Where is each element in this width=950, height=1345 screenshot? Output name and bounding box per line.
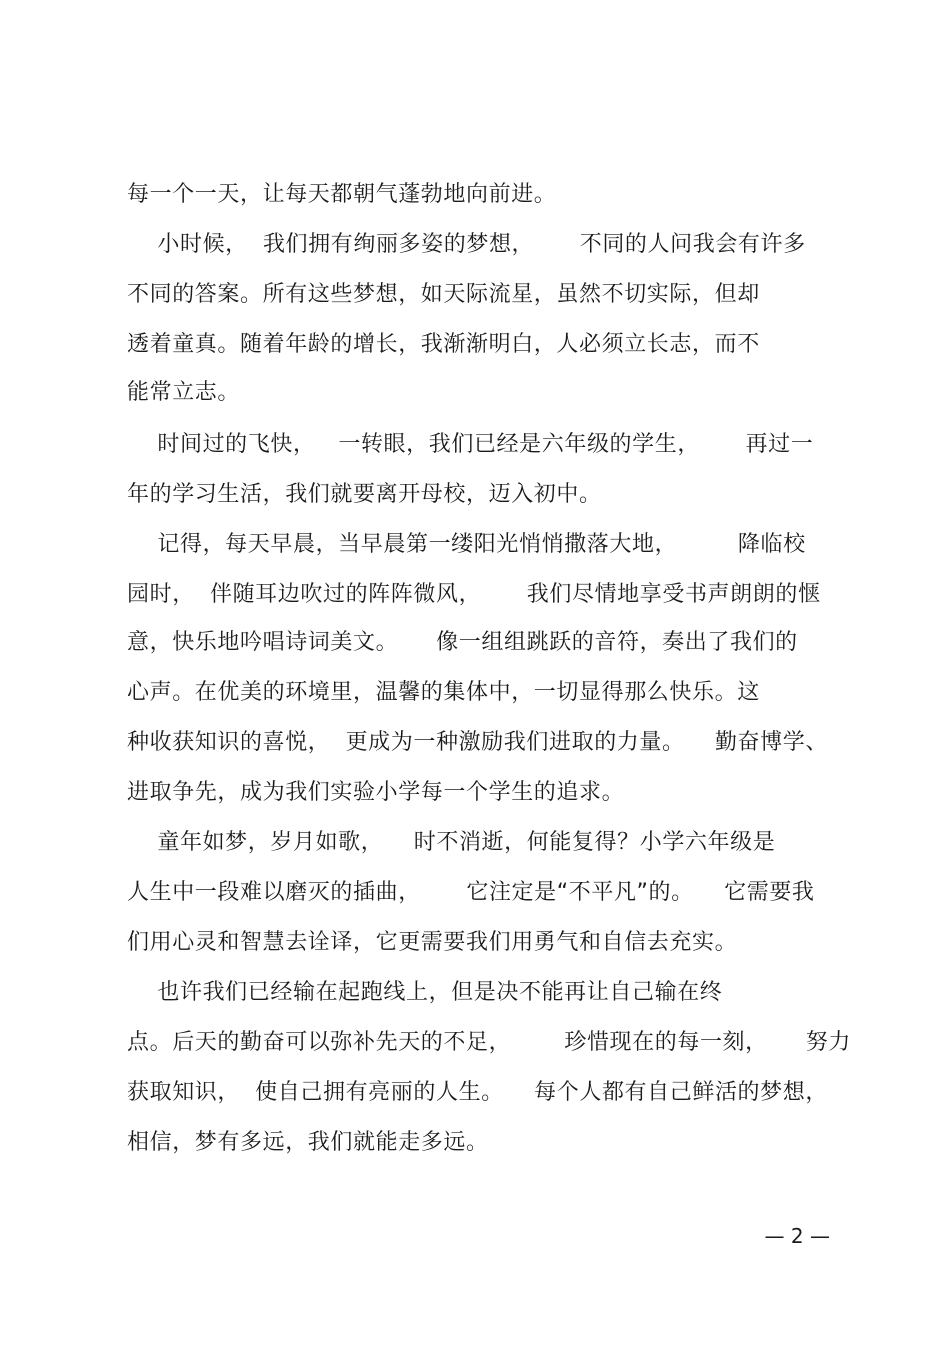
text-line: 不同的答案。所有这些梦想，如天际流星，虽然不切实际，但却 [127,282,760,307]
text-line: 意，快乐地吟唱诗词美文。 像一组组跳跃的音符，奏出了我们的 [127,630,798,655]
text-line: 相信，梦有多远，我们就能走多远。 [127,1130,489,1155]
text-line: 年的学习生活，我们就要离开母校，迈入初中。 [127,482,602,507]
text-line: 点。后天的勤奋可以弥补先天的不足， 珍惜现在的每一刻， 努力 [127,1030,851,1055]
text-line: 种收获知识的喜悦， 更成为一种激励我们进取的力量。 勤奋博学、 [127,730,828,755]
page-number: — 2 — [764,1224,830,1248]
text-line: 进取争先，成为我们实验小学每一个学生的追求。 [127,780,625,805]
text-line: 每一个一天，让每天都朝气蓬勃地向前进。 [127,182,557,207]
text-line: 时间过的飞快， 一转眼，我们已经是六年级的学生， 再过一 [127,432,814,457]
text-line: 心声。在优美的环境里，温馨的集体中，一切显得那么快乐。这 [127,680,760,705]
text-line: 记得，每天早晨，当早晨第一缕阳光悄悄撒落大地， 降临校 [127,532,806,557]
text-line: 童年如梦，岁月如歌， 时不消逝，何能复得？小学六年级是 [127,830,776,855]
text-line: 能常立志。 [127,380,241,405]
text-line: 小时候， 我们拥有绚丽多姿的梦想， 不同的人问我会有许多 [127,232,806,257]
text-line: 园时， 伴随耳边吹过的阵阵微风， 我们尽情地享受书声朗朗的惬 [127,582,821,607]
text-line: 们用心灵和智慧去诠译，它更需要我们用勇气和自信去充实。 [127,930,738,955]
text-line: 人生中一段难以磨灭的插曲， 它注定是“不平凡”的。 它需要我 [127,880,815,905]
text-line: 透着童真。随着年龄的增长，我渐渐明白，人必须立长志，而不 [127,332,760,357]
text-line: 也许我们已经输在起跑线上，但是决不能再让自己输在终 [127,980,723,1005]
text-line: 获取知识， 使自己拥有亮丽的人生。 每个人都有自己鲜活的梦想， [127,1080,828,1105]
